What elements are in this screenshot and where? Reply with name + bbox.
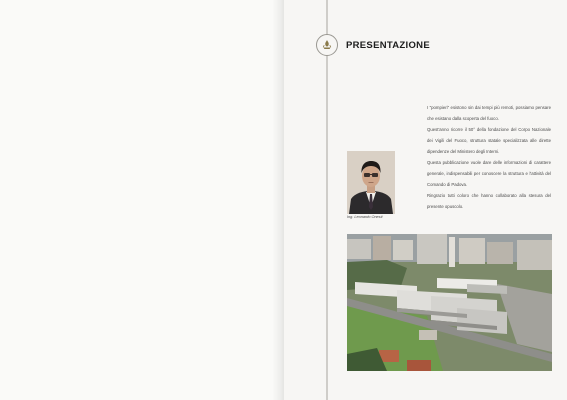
page-title: PRESENTAZIONE [346,40,430,51]
paragraph: Ringrazio tutti coloro che hanno collaborato alla stesura del presente opuscolo. [427,193,551,209]
flame-emblem-icon [316,34,338,56]
paragraph: Questa pubblicazione vuole dare delle informazioni di carattere generale, indispensabili per conoscere la struttura e l'attività del Comando di Padova. [427,160,551,187]
portrait-photo [347,151,395,214]
flame-emblem-graphic [321,39,333,51]
portrait-caption: Ing. Leonardo Onesti [347,215,383,219]
presentation-text [427,102,551,212]
aerial-photo [347,234,552,371]
margin-rule [326,0,328,400]
paragraph: I "pompieri" esistono sin dai tempi più remoti, possiamo pensare che esistano dalla scoperta del fuoco. [427,105,551,121]
paragraph: Quest'anno ricorre il 50° della fondazione del Corpo Nazionale dei Vigili del Fuoco, struttura statale specializzata alle dirette dipendenze del Ministero degli Interni. [427,127,551,154]
